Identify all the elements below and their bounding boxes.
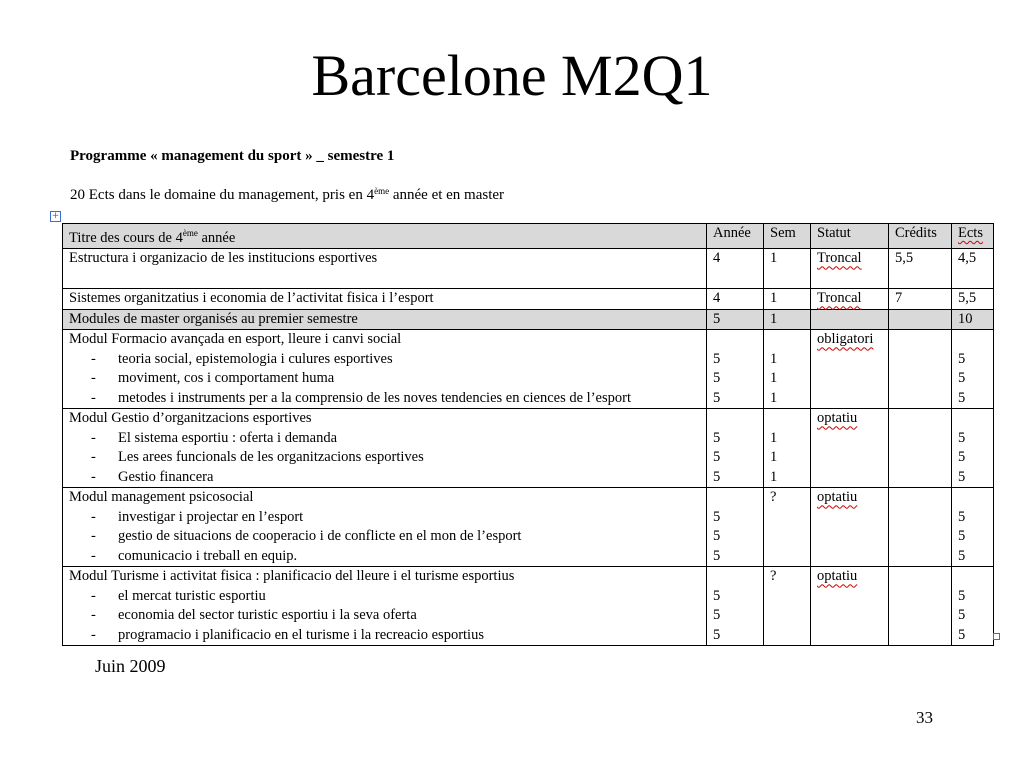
program-heading: Programme « management du sport » _ semestre 1 <box>70 148 395 164</box>
module-item <box>69 350 700 370</box>
module-statut <box>811 409 889 488</box>
module-sem-value <box>770 587 804 607</box>
module-item-label: Gestio financera <box>118 468 214 485</box>
module-sem <box>764 488 811 567</box>
module-credits <box>889 567 952 646</box>
header-annee: Année <box>707 224 764 249</box>
module-item-label: Les arees funcionals de les organitzacions esportives <box>118 449 424 466</box>
row-annee: 4 <box>707 289 764 310</box>
header-credits: Crédits <box>889 224 952 249</box>
module-ects-value: 5 <box>958 547 966 564</box>
module-statut <box>811 330 889 409</box>
module-statut-label: optatiu <box>817 489 858 506</box>
module-item <box>69 429 700 449</box>
module-ects <box>952 488 994 567</box>
slide-title: Barcelone M2Q1 <box>311 43 713 108</box>
module-annee-value: 5 <box>713 547 721 564</box>
module-sem-value: 1 <box>770 370 778 387</box>
row-sem: 1 <box>764 289 811 310</box>
module-statut-label: optatiu <box>817 410 858 427</box>
module-item-label: teoria social, epistemologia i culures esportives <box>118 350 393 367</box>
module-ects-head <box>958 567 987 587</box>
module-sem-value <box>770 626 804 646</box>
module-sem-value: 1 <box>770 389 778 406</box>
row-ects: 5,5 <box>952 289 994 310</box>
row-statut <box>811 309 889 330</box>
module-annee-value: 5 <box>713 449 721 466</box>
module-item-label: El sistema esportiu : oferta i demanda <box>118 429 338 446</box>
module-title: Modul Turisme i activitat fisica : planificacio del lleure i el turisme esportius <box>69 568 515 585</box>
table-header-row <box>63 224 994 249</box>
module-ects <box>952 409 994 488</box>
module-sem-head: ? <box>770 489 777 506</box>
ects-summary-line <box>70 186 504 204</box>
module-row <box>63 409 994 488</box>
module-content <box>63 409 707 488</box>
move-anchor-icon[interactable]: + <box>51 211 60 221</box>
row-credits: 5,5 <box>889 249 952 289</box>
module-sem-value <box>770 508 804 528</box>
row-ects: 4,5 <box>952 249 994 289</box>
header-ects: Ects <box>952 224 994 249</box>
row-statut: Troncal <box>811 249 889 289</box>
module-item <box>69 448 700 468</box>
table-resize-handle[interactable] <box>993 633 1000 640</box>
module-annee <box>707 488 764 567</box>
row-credits: 7 <box>889 289 952 310</box>
module-annee <box>707 567 764 646</box>
table-row <box>63 249 994 289</box>
module-ects <box>952 567 994 646</box>
module-item-label: moviment, cos i comportament huma <box>118 370 335 387</box>
header-title: Titre des cours de 4ème année <box>63 224 707 249</box>
module-sem <box>764 330 811 409</box>
module-sem-value <box>770 547 804 567</box>
ects-line-sup: ème <box>374 186 390 196</box>
module-sem-head: ? <box>770 568 777 585</box>
module-title: Modul Gestio d’organitzacions esportives <box>69 410 312 427</box>
module-ects-value: 5 <box>958 528 966 545</box>
module-title: Modul Formacio avançada en esport, lleure i canvi social <box>69 331 402 348</box>
module-ects-value: 5 <box>958 468 966 485</box>
row-statut: Troncal <box>811 289 889 310</box>
module-ects-value: 5 <box>958 429 966 446</box>
module-ects-value: 5 <box>958 626 966 643</box>
module-ects-value: 5 <box>958 389 966 406</box>
module-title: Modul management psicosocial <box>69 489 254 506</box>
module-statut <box>811 488 889 567</box>
module-row <box>63 488 994 567</box>
module-annee <box>707 330 764 409</box>
row-annee: 5 <box>707 309 764 330</box>
module-sem-value: 1 <box>770 449 778 466</box>
module-annee-value: 5 <box>713 429 721 446</box>
module-ects <box>952 330 994 409</box>
module-item <box>69 527 700 547</box>
module-item <box>69 626 700 646</box>
row-annee: 4 <box>707 249 764 289</box>
module-sem-value <box>770 527 804 547</box>
ects-line-before: 20 Ects dans le domaine du management, pris en 4 <box>70 187 375 203</box>
module-sem-value: 1 <box>770 468 778 485</box>
module-item <box>69 468 700 488</box>
module-row <box>63 330 994 409</box>
module-item <box>69 587 700 607</box>
module-content <box>63 330 707 409</box>
module-sem-head <box>770 409 804 429</box>
module-annee-head <box>713 409 757 429</box>
module-sem <box>764 567 811 646</box>
module-annee-value: 5 <box>713 607 721 624</box>
module-ects-value: 5 <box>958 587 966 604</box>
module-ects-value: 5 <box>958 607 966 624</box>
module-sem-value: 1 <box>770 350 778 367</box>
header-sem: Sem <box>764 224 811 249</box>
module-credits <box>889 409 952 488</box>
module-item <box>69 547 700 567</box>
module-content <box>63 567 707 646</box>
module-sem-value <box>770 606 804 626</box>
table-row-master-modules <box>63 309 994 330</box>
module-item-label: metodes i instruments per a la comprensio de les noves tendencies en ciences de l’esport <box>118 389 631 406</box>
module-credits <box>889 488 952 567</box>
module-annee-value: 5 <box>713 389 721 406</box>
module-ects-head <box>958 409 987 429</box>
row-title: Modules de master organisés au premier semestre <box>63 309 707 330</box>
row-ects: 10 <box>952 309 994 330</box>
module-annee-head <box>713 488 757 508</box>
module-statut <box>811 567 889 646</box>
module-annee-value: 5 <box>713 350 721 367</box>
module-annee-head <box>713 330 757 350</box>
module-row <box>63 567 994 646</box>
module-item-label: programacio i planificacio en el turisme i la recreacio esportius <box>118 626 484 643</box>
module-sem-value: 1 <box>770 429 778 446</box>
module-ects-value: 5 <box>958 350 966 367</box>
row-credits <box>889 309 952 330</box>
module-annee-value: 5 <box>713 528 721 545</box>
module-ects-head <box>958 330 987 350</box>
module-item <box>69 606 700 626</box>
ects-line-after: année et en master <box>389 187 505 203</box>
module-annee-value: 5 <box>713 626 721 643</box>
course-table <box>62 223 994 646</box>
row-sem: 1 <box>764 309 811 330</box>
module-statut-label: obligatori <box>817 331 874 348</box>
module-statut-label: optatiu <box>817 568 858 585</box>
module-item-label: comunicacio i treball en equip. <box>118 547 298 564</box>
module-item-label: investigar i projectar en l’esport <box>118 508 304 525</box>
row-sem: 1 <box>764 249 811 289</box>
module-ects-value: 5 <box>958 449 966 466</box>
module-item-label: gestio de situacions de cooperacio i de conflicte en el mon de l’esport <box>118 528 522 545</box>
module-ects-value: 5 <box>958 508 966 525</box>
row-title: Estructura i organizacio de les institucions esportives <box>63 249 707 289</box>
module-content <box>63 488 707 567</box>
module-sem <box>764 409 811 488</box>
module-ects-head <box>958 488 987 508</box>
footer-date: Juin 2009 <box>95 656 166 676</box>
module-credits <box>889 330 952 409</box>
module-item <box>69 508 700 528</box>
module-annee-value: 5 <box>713 468 721 485</box>
module-ects-value: 5 <box>958 370 966 387</box>
module-annee-value: 5 <box>713 508 721 525</box>
module-annee-value: 5 <box>713 587 721 604</box>
module-item-label: economia del sector turistic esportiu i la seva oferta <box>118 607 417 624</box>
page-number: 33 <box>916 708 933 727</box>
row-title: Sistemes organitzatius i economia de l’activitat fisica i l’esport <box>63 289 707 310</box>
module-item-label: el mercat turistic esportiu <box>118 587 266 604</box>
module-item <box>69 389 700 409</box>
module-item <box>69 369 700 389</box>
module-annee-value: 5 <box>713 370 721 387</box>
module-sem-head <box>770 330 804 350</box>
module-annee <box>707 409 764 488</box>
module-annee-head <box>713 567 757 587</box>
header-statut: Statut <box>811 224 889 249</box>
table-row <box>63 289 994 310</box>
